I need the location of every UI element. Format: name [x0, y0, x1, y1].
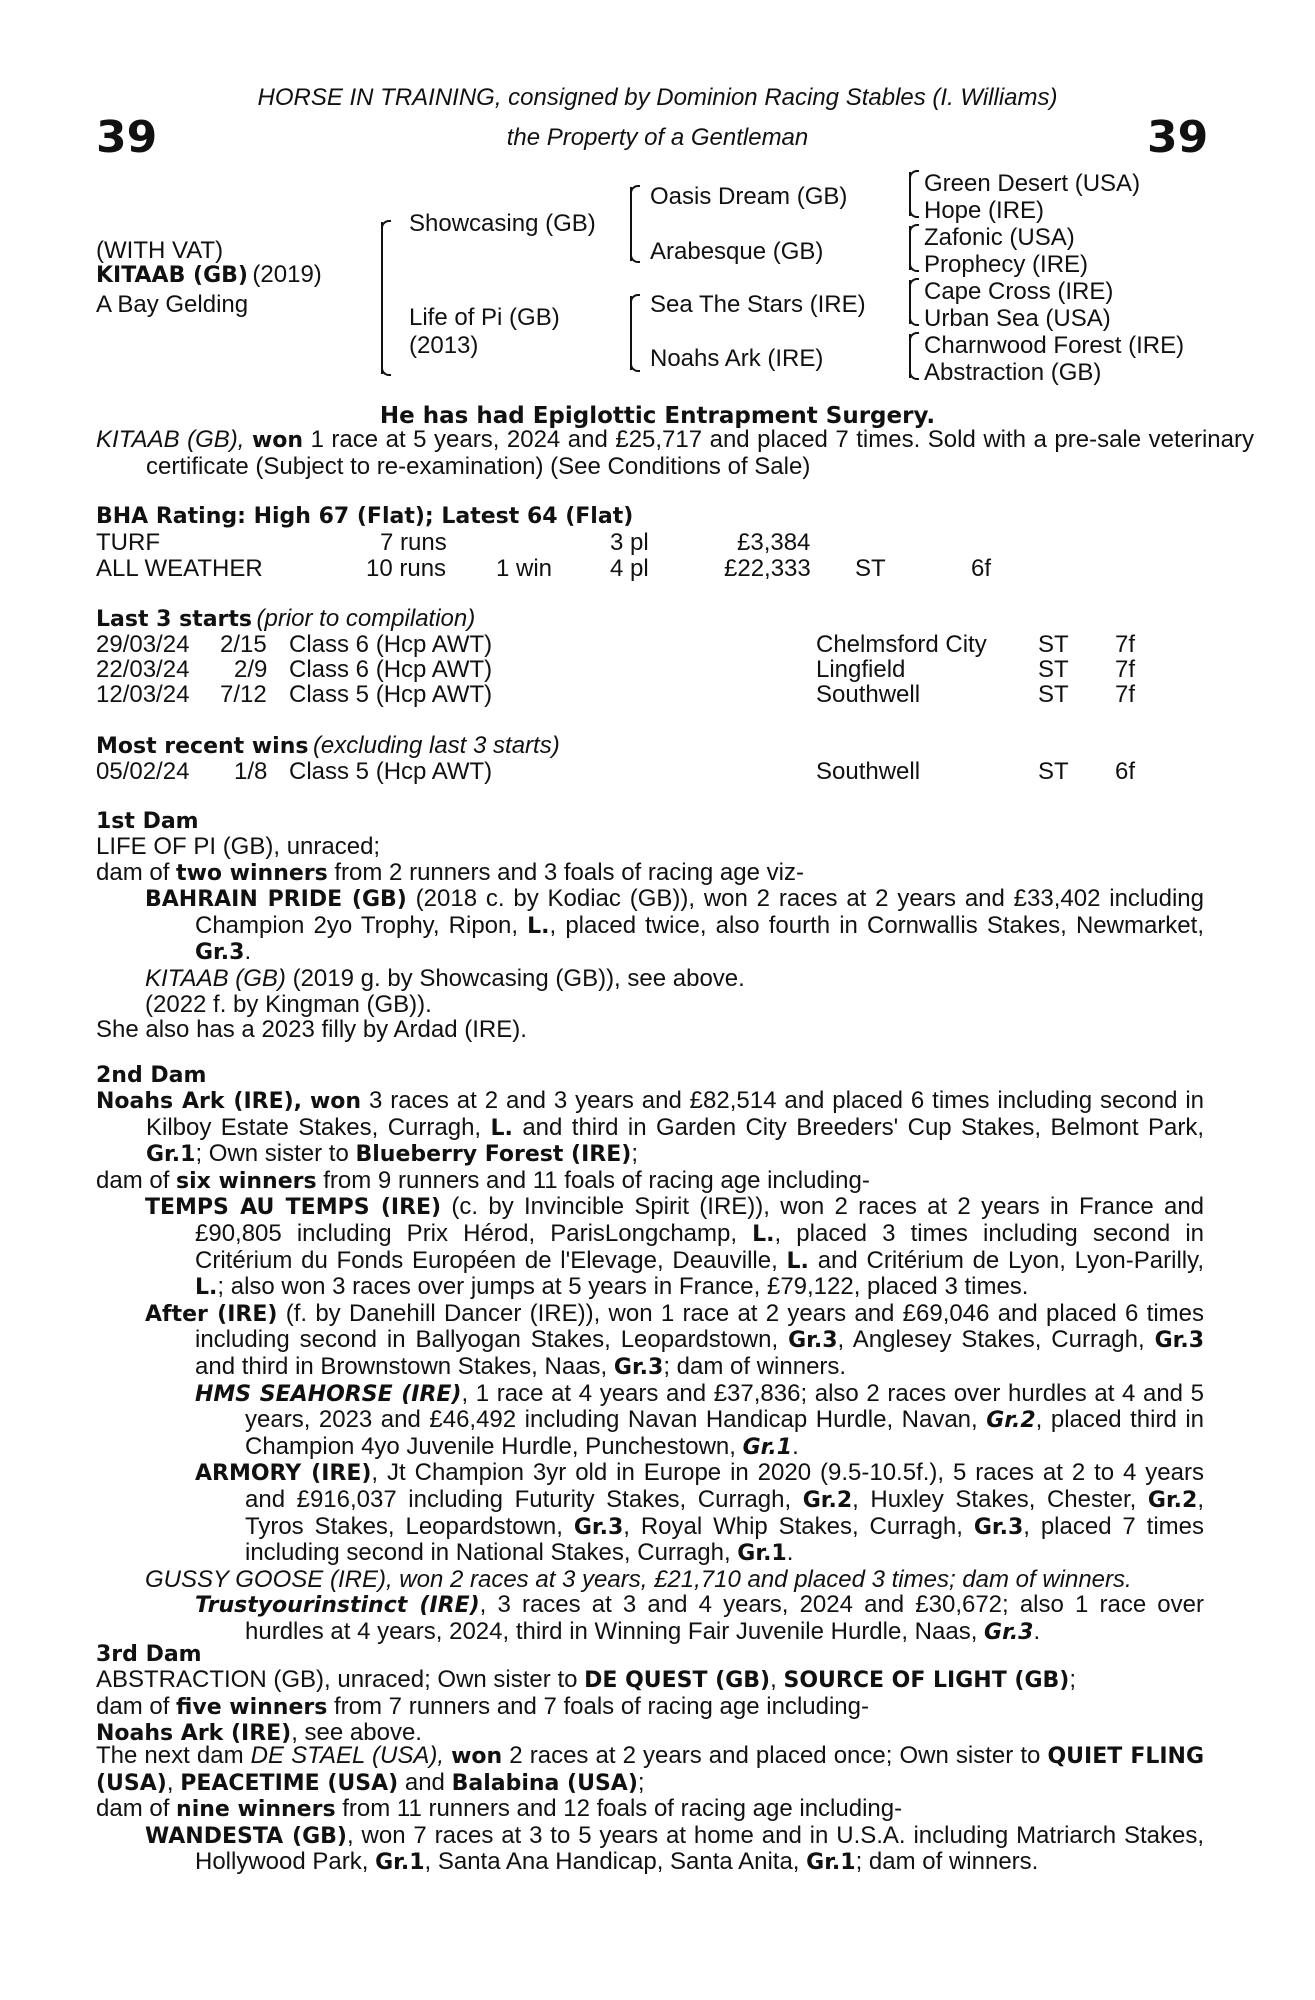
progeny-name: BAHRAIN PRIDE (GB)	[145, 887, 407, 913]
group-mark: Gr.3	[973, 1514, 1024, 1540]
progeny-name: TEMPS AU TEMPS (IRE)	[145, 1195, 442, 1221]
punct: .	[792, 1432, 799, 1460]
bahrain-pride-entry	[96, 886, 1204, 966]
dam-of-label: dam of	[96, 1166, 170, 1194]
dam2-section	[96, 1088, 1204, 1645]
progeny-text: , placed 3 times including second in Critérium du Fonds Européen de l'Elevage, Deauville,	[195, 1219, 1205, 1274]
after-entry	[96, 1301, 1204, 1381]
listed-mark: L.	[786, 1248, 809, 1274]
dam-year: (2013)	[409, 332, 479, 359]
bha-rating-title: BHA Rating: High 67 (Flat); Latest 64 (Flat)	[96, 504, 634, 529]
filly-2023-line: She also has a 2023 filly by Ardad (IRE).	[96, 1016, 527, 1044]
gen3-1: Green Desert (USA)	[924, 170, 1141, 197]
punct: .	[786, 1539, 794, 1567]
hms-seahorse-entry	[96, 1381, 1204, 1461]
foal-2022-entry: (2022 f. by Kingman (GB)).	[145, 990, 432, 1018]
next-dam-name: DE STAEL (USA),	[250, 1742, 444, 1769]
brace-g3-4	[909, 334, 911, 378]
gen3-8: Abstraction (GB)	[924, 359, 1102, 386]
start-course: Lingfield	[816, 656, 906, 683]
gen3-7: Charnwood Forest (IRE)	[924, 332, 1185, 359]
listed-mark: L.	[490, 1115, 513, 1141]
group-mark: Gr.3	[573, 1514, 624, 1540]
start-course: Southwell	[816, 681, 921, 708]
punct: ;	[637, 1768, 645, 1796]
progeny-text: , see above.	[291, 1719, 422, 1747]
win-dist: 6f	[1115, 758, 1136, 785]
brace-g3-1	[909, 172, 911, 216]
recent-wins-note: (excluding last 3 starts)	[312, 732, 560, 759]
brace-sire-parents	[630, 187, 632, 261]
start-pos: 7/12	[220, 681, 267, 708]
gussy-goose-entry: GUSSY GOOSE (IRE), won 2 races at 3 years, £21,710 and placed 3 times; dam of winners.	[145, 1565, 1132, 1593]
dam-of-text: from 2 runners and 3 foals of racing age viz-	[334, 858, 804, 886]
last-starts-heading	[96, 606, 475, 632]
temps-au-temps-entry	[96, 1194, 1204, 1300]
next-dam-winners: nine winners	[176, 1797, 336, 1823]
dam1-line1: LIFE OF PI (GB), unraced;	[96, 833, 381, 860]
rating-prize-aw: £22,333	[724, 555, 811, 582]
gen3-2: Hope (IRE)	[924, 197, 1045, 224]
group-mark: Gr.3	[613, 1354, 664, 1380]
won-label: won	[309, 1089, 362, 1114]
gen2-dam-dam: Noahs Ark (IRE)	[650, 345, 824, 372]
recent-wins-heading	[96, 733, 560, 759]
brace-g3-2	[909, 226, 911, 270]
progeny-name: KITAAB (GB)	[145, 964, 286, 992]
sister-name: Blueberry Forest (IRE)	[355, 1142, 632, 1168]
listed-mark: L.	[527, 913, 550, 939]
punct: ,	[166, 1768, 174, 1796]
progeny-text: (c. by Invincible Spirit (IRE)), won 2 races at 2 years in France and £90,805 including Prix Hérod, ParisLongchamp,	[195, 1193, 1205, 1247]
punct: .	[244, 938, 252, 966]
dam-text: 3 races at 2 and 3 years and £82,514 and placed 6 times including second in Kilboy Estate Stakes, Curragh,	[146, 1087, 1204, 1141]
rating-dist-aw: 6f	[971, 555, 992, 582]
progeny-text: , 3 races at 3 and 4 years, 2024 and £30,672; also 1 race over hurdles at 4 years, 2024, third in Winning Fair Juvenile Hurdle, Naas,	[245, 1591, 1204, 1645]
dam3-winners: five winners	[176, 1694, 328, 1720]
progeny-name: Noahs Ark (IRE)	[96, 1721, 292, 1747]
rating-placed-turf: 3 pl	[610, 529, 649, 556]
rating-surface-aw: ALL WEATHER	[96, 555, 263, 582]
lot-number-left: 39	[96, 112, 158, 163]
gen2-sire-dam: Arabesque (GB)	[650, 238, 824, 265]
rating-prize-turf: £3,384	[737, 529, 811, 556]
progeny-text: , Tyros Stakes, Leopardstown,	[245, 1485, 1205, 1540]
win-pos: 1/8	[234, 758, 268, 785]
group-mark: Gr.1	[375, 1850, 425, 1876]
progeny-text: , placed twice, also fourth in Cornwallis Stakes, Newmarket,	[549, 911, 1204, 939]
last-starts-title: Last 3 starts	[96, 607, 253, 632]
group-mark: Gr.2	[802, 1487, 853, 1513]
wandesta-entry	[96, 1823, 1204, 1876]
group-mark: Gr.1	[146, 1142, 196, 1168]
dam-of-label: dam of	[96, 1795, 170, 1823]
start-race: Class 5 (Hcp AWT)	[289, 681, 493, 708]
gen2-dam-sire: Sea The Stars (IRE)	[650, 291, 866, 318]
horse-year: (2019)	[252, 261, 322, 288]
next-dam-section	[96, 1743, 1204, 1876]
consignment-line: HORSE IN TRAINING, consigned by Dominion Racing Stables (I. Williams)	[257, 84, 1058, 111]
armory-entry	[96, 1460, 1204, 1566]
dam3-section	[96, 1667, 1204, 1747]
group-mark: Gr.3	[1154, 1328, 1205, 1354]
summary-paragraph	[96, 427, 1254, 479]
dam-text: ; Own sister to	[195, 1140, 349, 1168]
start-race: Class 6 (Hcp AWT)	[289, 631, 493, 658]
trustyourinstinct-entry	[96, 1592, 1204, 1645]
sister-name: SOURCE OF LIGHT (GB)	[783, 1668, 1070, 1693]
group-mark: Gr.2	[1147, 1487, 1198, 1513]
group-mark: Gr.1	[806, 1850, 856, 1876]
progeny-text: , Huxley Stakes, Chester,	[852, 1485, 1137, 1513]
dam1-section	[96, 834, 1204, 1043]
progeny-text: , Santa Ana Handicap, Santa Anita,	[424, 1848, 800, 1876]
summary-horse-name: KITAAB (GB),	[96, 426, 245, 453]
noahs-ark-entry	[96, 1088, 1204, 1168]
group-mark: Gr.3	[195, 940, 245, 966]
dam-text: and third in Garden City Breeders' Cup Stakes, Belmont Park,	[522, 1113, 1204, 1141]
dam1-winners: two winners	[176, 860, 328, 886]
brace-sire-dam	[381, 222, 383, 374]
dam3-title: 3rd Dam	[96, 1642, 202, 1667]
dam2-winners: six winners	[176, 1168, 317, 1194]
progeny-name: WANDESTA (GB)	[145, 1823, 347, 1849]
gen3-6: Urban Sea (USA)	[924, 305, 1111, 332]
won-label: won	[451, 1744, 503, 1769]
dam-of-text: from 9 runners and 11 foals of racing age including-	[323, 1166, 870, 1194]
surgery-note: He has had Epiglottic Entrapment Surgery.	[379, 403, 936, 429]
gen3-3: Zafonic (USA)	[924, 224, 1075, 251]
gen3-4: Prophecy (IRE)	[924, 251, 1089, 278]
kitaab-entry	[96, 966, 1204, 992]
dam-name: Life of Pi (GB)	[409, 304, 560, 331]
progeny-text: , Royal Whip Stakes, Curragh,	[623, 1512, 963, 1540]
dam-of-label: dam of	[96, 858, 170, 886]
win-going: ST	[1038, 758, 1069, 785]
recent-wins-title: Most recent wins	[96, 734, 309, 759]
dam-of-text: from 11 runners and 12 foals of racing age including-	[342, 1795, 903, 1823]
group-mark: Gr.3	[788, 1328, 838, 1354]
progeny-text: (f. by Danehill Dancer (IRE)), won 1 race at 2 years and £69,046 and placed 6 times including second in Ballyogan Stakes, Leopardstown,	[195, 1299, 1205, 1354]
start-race: Class 6 (Hcp AWT)	[289, 656, 493, 683]
dam-name: Noahs Ark (IRE),	[96, 1089, 303, 1114]
start-course: Chelmsford City	[816, 631, 987, 658]
start-dist: 7f	[1115, 631, 1136, 658]
progeny-text: ; dam of winners.	[855, 1848, 1039, 1876]
progeny-text: , placed 7 times including second in National Stakes, Curragh,	[245, 1512, 1204, 1567]
progeny-text: , Jt Champion 3yr old in Europe in 2020 (9.5-10.5f.), 5 races at 2 to 4 years and £916,037 including Futurity Stakes, Curragh,	[245, 1459, 1204, 1513]
brace-g3-3	[909, 280, 911, 324]
progeny-name: ARMORY (IRE)	[195, 1461, 372, 1487]
dam3-text: ABSTRACTION (GB), unraced; Own sister to	[96, 1666, 578, 1693]
start-date: 22/03/24	[96, 656, 190, 683]
start-going: ST	[1038, 681, 1069, 708]
punct: ;	[631, 1140, 638, 1168]
progeny-text: (2018 c. by Kodiac (GB)), won 2 races at 2 years and £33,402 including Champion 2yo Trophy, Ripon,	[195, 885, 1204, 939]
listed-mark: L.	[752, 1221, 775, 1247]
win-course: Southwell	[816, 758, 921, 785]
progeny-name: After (IRE)	[145, 1301, 278, 1327]
rating-runs-aw: 10 runs	[366, 555, 447, 582]
horse-name: KITAAB (GB)	[96, 263, 248, 288]
property-line: the Property of a Gentleman	[506, 124, 809, 151]
conjunction: and	[404, 1768, 445, 1796]
progeny-name: HMS SEAHORSE (IRE)	[195, 1381, 462, 1407]
progeny-text: , 1 race at 4 years and £37,836; also 2 races over hurdles at 4 and 5 years, 2023 and £46,492 including Navan Handicap Hurdle, Navan,	[245, 1379, 1204, 1434]
brace-dam-parents	[630, 296, 632, 370]
summary-won: won	[251, 428, 304, 453]
progeny-text: , placed third in Champion 4yo Juvenile Hurdle, Punchestown,	[245, 1406, 1204, 1460]
next-dam-text: 2 races at 2 years and placed once; Own sister to	[509, 1742, 1041, 1769]
progeny-text: and third in Brownstown Stakes, Naas,	[195, 1352, 608, 1380]
rating-going-aw: ST	[855, 555, 886, 582]
dam-of-text: from 7 runners and 7 foals of racing age including-	[334, 1692, 869, 1720]
group-mark: Gr.1	[737, 1541, 787, 1567]
rating-placed-aw: 4 pl	[610, 555, 649, 582]
group-mark: Gr.2	[986, 1408, 1036, 1434]
last-starts-note: (prior to compilation)	[256, 605, 476, 632]
next-dam-label: The next dam	[96, 1742, 244, 1769]
group-mark: Gr.1	[742, 1434, 793, 1460]
dam2-title: 2nd Dam	[96, 1063, 207, 1088]
punct: .	[1033, 1617, 1041, 1645]
dam-of-label: dam of	[96, 1692, 170, 1720]
progeny-text: ; dam of winners.	[663, 1352, 847, 1380]
start-going: ST	[1038, 631, 1069, 658]
progeny-text: (2019 g. by Showcasing (GB)), see above.	[292, 964, 745, 992]
listed-mark: L.	[195, 1275, 218, 1301]
progeny-text: and Critérium de Lyon, Lyon-Parilly,	[817, 1246, 1204, 1274]
punct: ;	[1069, 1666, 1076, 1693]
lot-number-right: 39	[1147, 112, 1209, 163]
summary-text: 1 race at 5 years, 2024 and £25,717 and placed 7 times. Sold with a pre-sale veterinary certificate (Subject to re-examination) (See Conditions of Sale)	[146, 426, 1254, 480]
progeny-text: ; also won 3 races over jumps at 5 years in France, £79,122, placed 3 times.	[217, 1273, 1029, 1301]
rating-surface-turf: TURF	[96, 529, 160, 556]
start-date: 29/03/24	[96, 631, 190, 658]
gen3-5: Cape Cross (IRE)	[924, 278, 1114, 305]
dam1-title: 1st Dam	[96, 809, 199, 834]
horse-name-line	[96, 262, 322, 288]
group-mark: Gr.3	[984, 1619, 1034, 1645]
sister-name: Balabina (USA)	[451, 1770, 638, 1796]
sister-name: DE QUEST (GB)	[584, 1668, 771, 1693]
win-date: 05/02/24	[96, 758, 190, 785]
progeny-name: Trustyourinstinct (IRE)	[195, 1593, 480, 1619]
rating-runs-turf: 7 runs	[380, 529, 447, 556]
start-dist: 7f	[1115, 656, 1136, 683]
progeny-text: , won 7 races at 3 to 5 years at home and in U.S.A. including Matriarch Stakes, Hollywood Park,	[195, 1821, 1204, 1876]
start-date: 12/03/24	[96, 681, 190, 708]
sire-name: Showcasing (GB)	[409, 210, 596, 237]
gen2-sire-sire: Oasis Dream (GB)	[650, 183, 848, 210]
start-pos: 2/15	[220, 631, 267, 658]
punct: ,	[770, 1666, 777, 1693]
horse-description: A Bay Gelding	[96, 291, 249, 318]
sister-name: PEACETIME (USA)	[180, 1770, 399, 1796]
win-race: Class 5 (Hcp AWT)	[289, 758, 493, 785]
sister-name: QUIET FLING (USA)	[96, 1744, 1205, 1796]
start-dist: 7f	[1115, 681, 1136, 708]
rating-wins-aw: 1 win	[496, 555, 553, 582]
progeny-text: , Anglesey Stakes, Curragh,	[837, 1326, 1145, 1354]
start-pos: 2/9	[234, 656, 268, 683]
start-going: ST	[1038, 656, 1069, 683]
vat-label: (WITH VAT)	[96, 237, 224, 264]
